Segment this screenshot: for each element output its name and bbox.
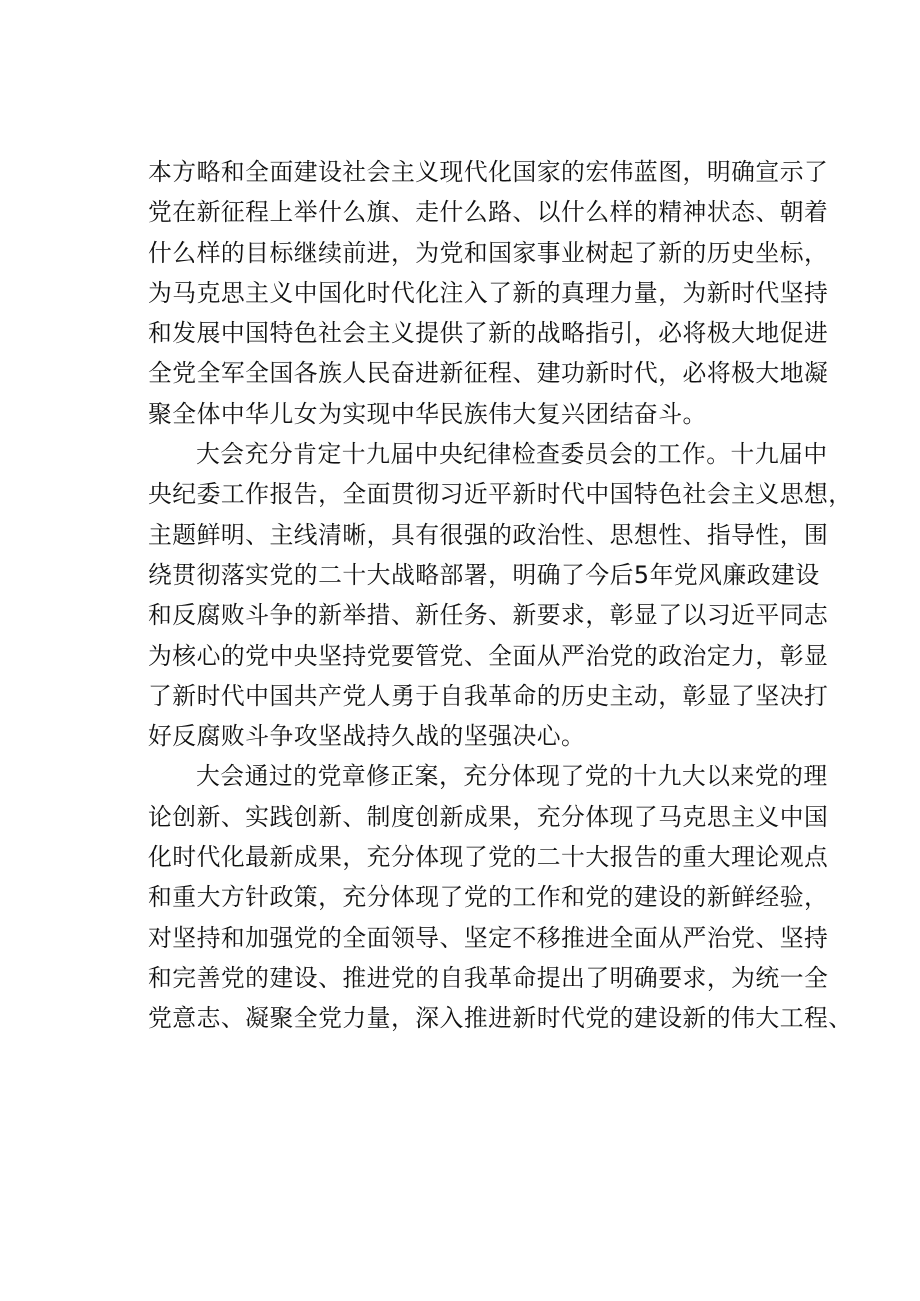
text-line: 对坚持和加强党的全面领导、坚定不移推进全面从严治党、坚持 (148, 923, 829, 952)
text-line: 和反腐败斗争的新举措、新任务、新要求，彰显了以习近平同志 (148, 601, 829, 630)
text-line: 和重大方针政策，充分体现了党的工作和党的建设的新鲜经验， (148, 883, 829, 912)
text-line: 和发展中国特色社会主义提供了新的战略指引，必将极大地促进 (148, 319, 829, 348)
text-line: 大会充分肯定十九届中央纪律检查委员会的工作。十九届中 (196, 440, 828, 469)
text-line: 了新时代中国共产党人勇于自我革命的历史主动，彰显了坚决打 (148, 681, 829, 710)
text-line: 党意志、凝聚全党力量，深入推进新时代党的建设新的伟大工程、 (148, 1004, 853, 1033)
text-line: 大会通过的党章修正案，充分体现了党的十九大以来党的理 (196, 762, 828, 791)
text-line: 论创新、实践创新、制度创新成果，充分体现了马克思主义中国 (148, 802, 829, 831)
text-line: 什么样的目标继续前进，为党和国家事业树起了新的历史坐标， (148, 238, 829, 267)
text-line: 化时代化最新成果，充分体现了党的二十大报告的重大理论观点 (148, 843, 829, 872)
text-line: 本方略和全面建设社会主义现代化国家的宏伟蓝图，明确宣示了 (148, 158, 829, 186)
text-line: 党在新征程上举什么旗、走什么路、以什么样的精神状态、朝着 (148, 198, 829, 227)
paragraph-3 (148, 756, 853, 1038)
text-line: 绕贯彻落实党的二十大战略部署，明确了今后5年党风廉政建设 (148, 560, 820, 589)
paragraph-2 (148, 434, 853, 756)
text-line: 为核心的党中央坚持党要管党、全面从严治党的政治定力，彰显 (148, 641, 829, 670)
text-line: 主题鲜明、主线清晰，具有很强的政治性、思想性、指导性，围 (148, 520, 829, 549)
text-line: 和完善党的建设、推进党的自我革命提出了明确要求，为统一全 (148, 963, 829, 992)
text-line: 央纪委工作报告，全面贯彻习近平新时代中国特色社会主义思想， (148, 480, 853, 509)
document-body (148, 152, 853, 1039)
text-line: 聚全体中华儿女为实现中华民族伟大复兴团结奋斗。 (148, 399, 707, 428)
text-line: 好反腐败斗争攻坚战持久战的坚强决心。 (148, 722, 586, 751)
paragraph-1 (148, 152, 829, 434)
text-line: 全党全军全国各族人民奋进新征程、建功新时代，必将极大地凝 (148, 359, 829, 388)
text-line: 为马克思主义中国化时代化注入了新的真理力量，为新时代坚持 (148, 278, 829, 307)
